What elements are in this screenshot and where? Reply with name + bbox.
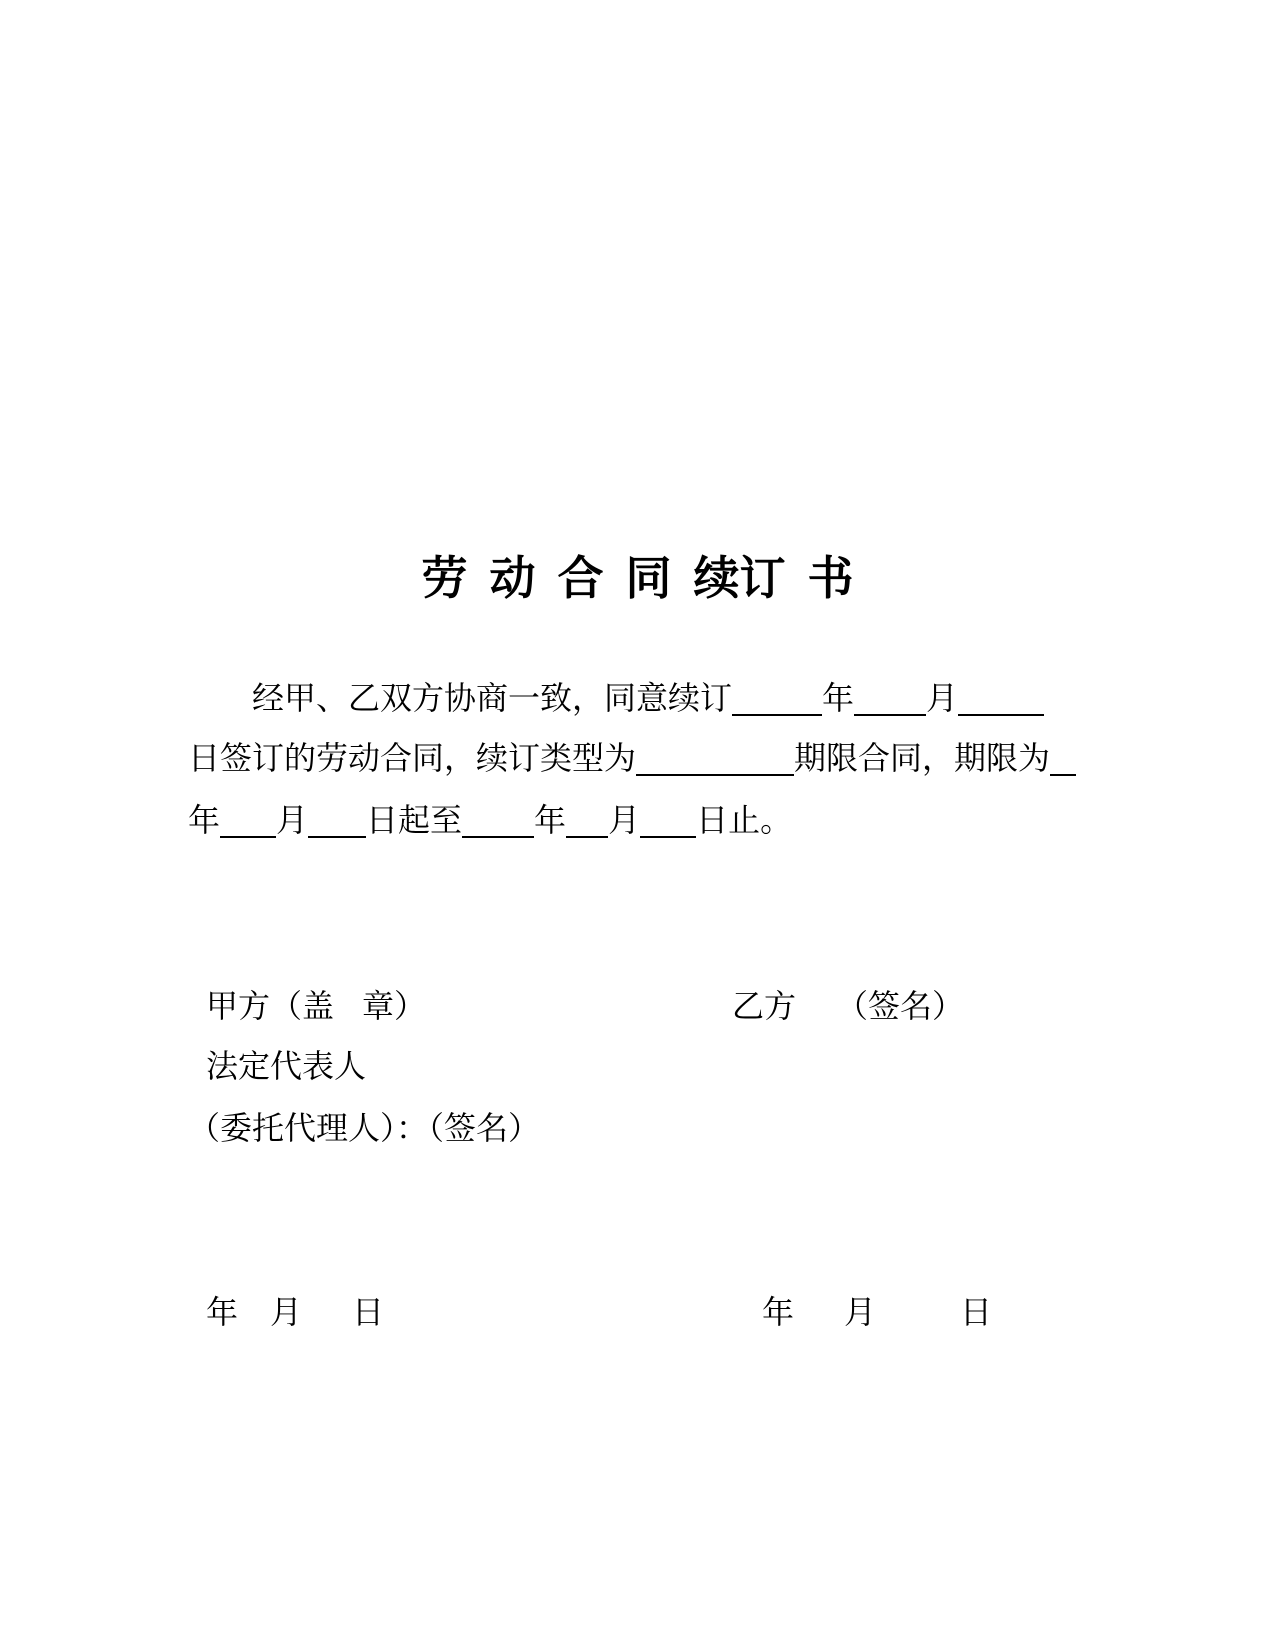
body-text: 年 [534,801,567,839]
body-text: 月 [276,801,309,839]
body-text: 期限合同，期限为 [794,739,1051,777]
body-text: 月 [926,679,959,717]
date-day: 日 [352,1293,385,1331]
blank-line [1050,740,1076,776]
blank-line [220,802,276,838]
blank-line [566,802,608,838]
body-text: 经甲、乙双方协商一致，同意续订 [252,679,733,717]
blank-line [958,680,1044,716]
date-month: 月 [844,1293,877,1331]
party-b-label-prefix: 乙方 [732,987,797,1025]
document-title [0,548,1275,608]
title-char: 劳 [421,551,468,605]
party-a-label-prefix: 甲方（盖 [206,987,335,1025]
body-text: 日起至 [366,801,463,839]
blank-line [640,802,696,838]
body-text: 年 [822,679,855,717]
agent-signature-label: （委托代理人）：（签名） [188,1109,541,1147]
party-b-date [762,1290,992,1334]
party-a-label [206,984,426,1028]
body-text: 月 [608,801,641,839]
body-text: 日止。 [696,801,793,839]
legal-representative-label: 法定代表人 [206,1047,367,1085]
date-day: 日 [960,1293,993,1331]
date-month: 月 [270,1293,303,1331]
party-b-label-suffix: （签名） [836,987,965,1025]
title-char: 同 [625,551,672,605]
date-year: 年 [206,1293,239,1331]
date-year: 年 [762,1293,795,1331]
party-a-date [206,1290,384,1334]
title-char: 书 [807,551,854,605]
blank-line [854,680,926,716]
party-a-label-suffix: 章） [362,987,427,1025]
title-char: 动 [489,551,536,605]
title-char: 续订 [693,551,786,605]
body-text: 年 [188,801,221,839]
body-line-1 [188,676,1044,720]
blank-line [462,802,534,838]
blank-line [308,802,366,838]
body-line-3 [188,798,792,842]
party-b-label [732,984,964,1028]
blank-line [732,680,822,716]
title-char: 合 [557,551,604,605]
body-text: 日签订的劳动合同，续订类型为 [188,739,637,777]
blank-line [636,740,794,776]
body-line-2 [188,736,1076,780]
